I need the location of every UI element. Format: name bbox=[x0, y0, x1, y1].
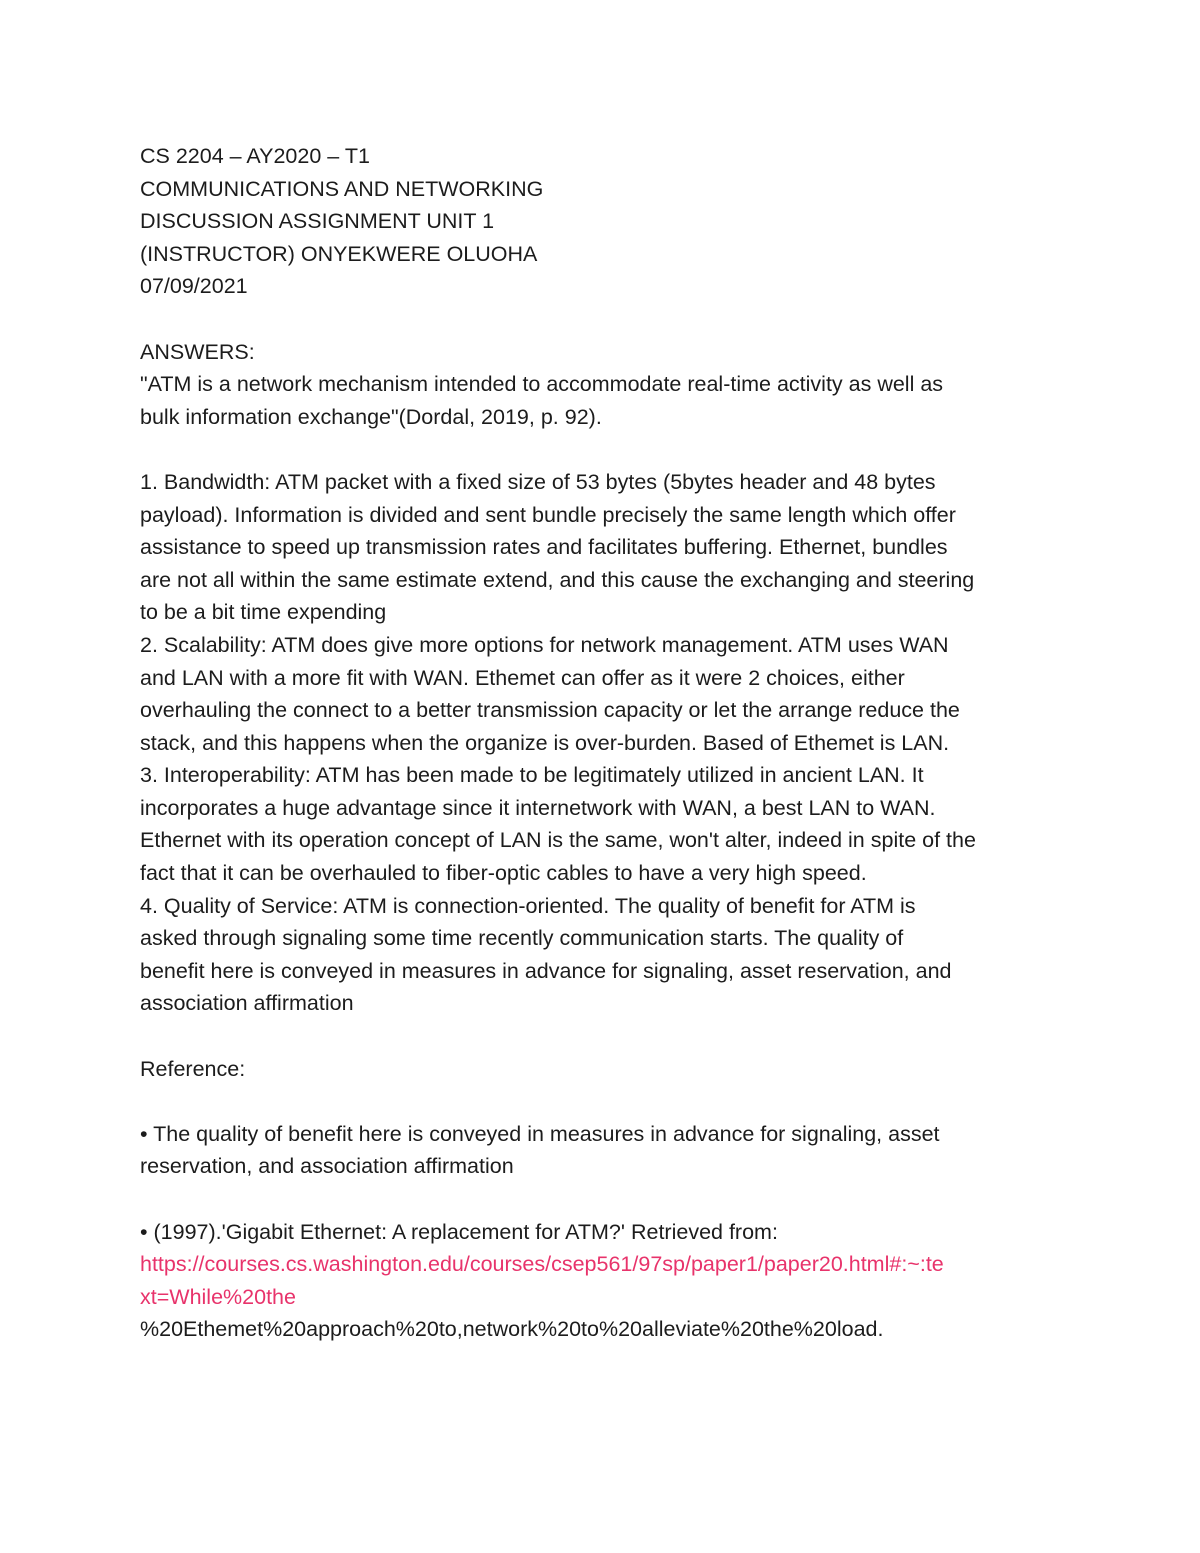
reference-heading: Reference: bbox=[140, 1056, 246, 1081]
answer-line: stack, and this happens when the organize is over-burden. Based of Ethemet is LAN. bbox=[140, 730, 950, 755]
course-code: CS 2204 – AY2020 – T1 bbox=[140, 144, 370, 168]
intro-quote-line: "ATM is a network mechanism intended to accommodate real-time activity as well as bbox=[140, 372, 944, 397]
spacer bbox=[140, 303, 1070, 336]
document-body bbox=[140, 140, 1070, 1346]
course-title: COMMUNICATIONS AND NETWORKING bbox=[140, 176, 544, 201]
answer-line: Ethernet with its operation concept of LAN is the same, won't alter, indeed in spite of the bbox=[140, 828, 976, 853]
answers-section bbox=[140, 336, 1070, 1020]
spacer bbox=[140, 1183, 1070, 1216]
answer-line: to be a bit time expending bbox=[140, 600, 387, 625]
spacer bbox=[140, 1020, 1070, 1053]
spacer bbox=[140, 1085, 1070, 1118]
reference-item-line: • (1997).'Gigabit Ethernet: A replacement for ATM?' Retrieved from: bbox=[140, 1219, 778, 1244]
answer-line: assistance to speed up transmission rates and facilitates buffering. Ethernet, bundles bbox=[140, 535, 948, 560]
document-date: 07/09/2021 bbox=[140, 274, 248, 299]
answer-line: fact that it can be overhauled to fiber-optic cables to have a very high speed. bbox=[140, 861, 867, 886]
reference-url-continuation: %20Ethemet%20approach%20to,network%20to%20alleviate%20the%20load. bbox=[140, 1317, 884, 1342]
answer-line: are not all within the same estimate extend, and this cause the exchanging and steering bbox=[140, 567, 975, 592]
spacer bbox=[140, 433, 1070, 466]
intro-quote-line: bulk information exchange"(Dordal, 2019, p. 92). bbox=[140, 404, 602, 429]
answer-line: 1. Bandwidth: ATM packet with a fixed size of 53 bytes (5bytes header and 48 bytes bbox=[140, 469, 936, 494]
reference-item-line: • The quality of benefit here is conveyed in measures in advance for signaling, asset bbox=[140, 1121, 940, 1146]
answer-line: incorporates a huge advantage since it internetwork with WAN, a best LAN to WAN. bbox=[140, 795, 936, 820]
answer-line: asked through signaling some time recently communication starts. The quality of bbox=[140, 926, 904, 951]
answer-line: benefit here is conveyed in measures in advance for signaling, asset reservation, and bbox=[140, 958, 952, 983]
answer-line: 3. Interoperability: ATM has been made to be legitimately utilized in ancient LAN. It bbox=[140, 763, 924, 788]
reference-url-link[interactable]: xt=While%20the bbox=[140, 1284, 296, 1309]
assignment-title: DISCUSSION ASSIGNMENT UNIT 1 bbox=[140, 209, 495, 234]
answer-line: and LAN with a more fit with WAN. Ethemet can offer as it were 2 choices, either bbox=[140, 665, 905, 690]
answer-line: payload). Information is divided and sent bundle precisely the same length which offer bbox=[140, 502, 956, 527]
answers-heading: ANSWERS: bbox=[140, 339, 255, 364]
answer-line: association affirmation bbox=[140, 991, 354, 1016]
answer-line: overhauling the connect to a better transmission capacity or let the arrange reduce the bbox=[140, 698, 960, 723]
instructor-name: (INSTRUCTOR) ONYEKWERE OLUOHA bbox=[140, 241, 538, 266]
document-header bbox=[140, 140, 1070, 303]
reference-url-link[interactable]: https://courses.cs.washington.edu/courses/csep561/97sp/paper1/paper20.html#:~:te bbox=[140, 1252, 944, 1277]
answer-line: 4. Quality of Service: ATM is connection-oriented. The quality of benefit for ATM is bbox=[140, 893, 916, 918]
answer-line: 2. Scalability: ATM does give more options for network management. ATM uses WAN bbox=[140, 632, 949, 657]
reference-item-line: reservation, and association affirmation bbox=[140, 1154, 514, 1179]
reference-section bbox=[140, 1053, 1070, 1346]
